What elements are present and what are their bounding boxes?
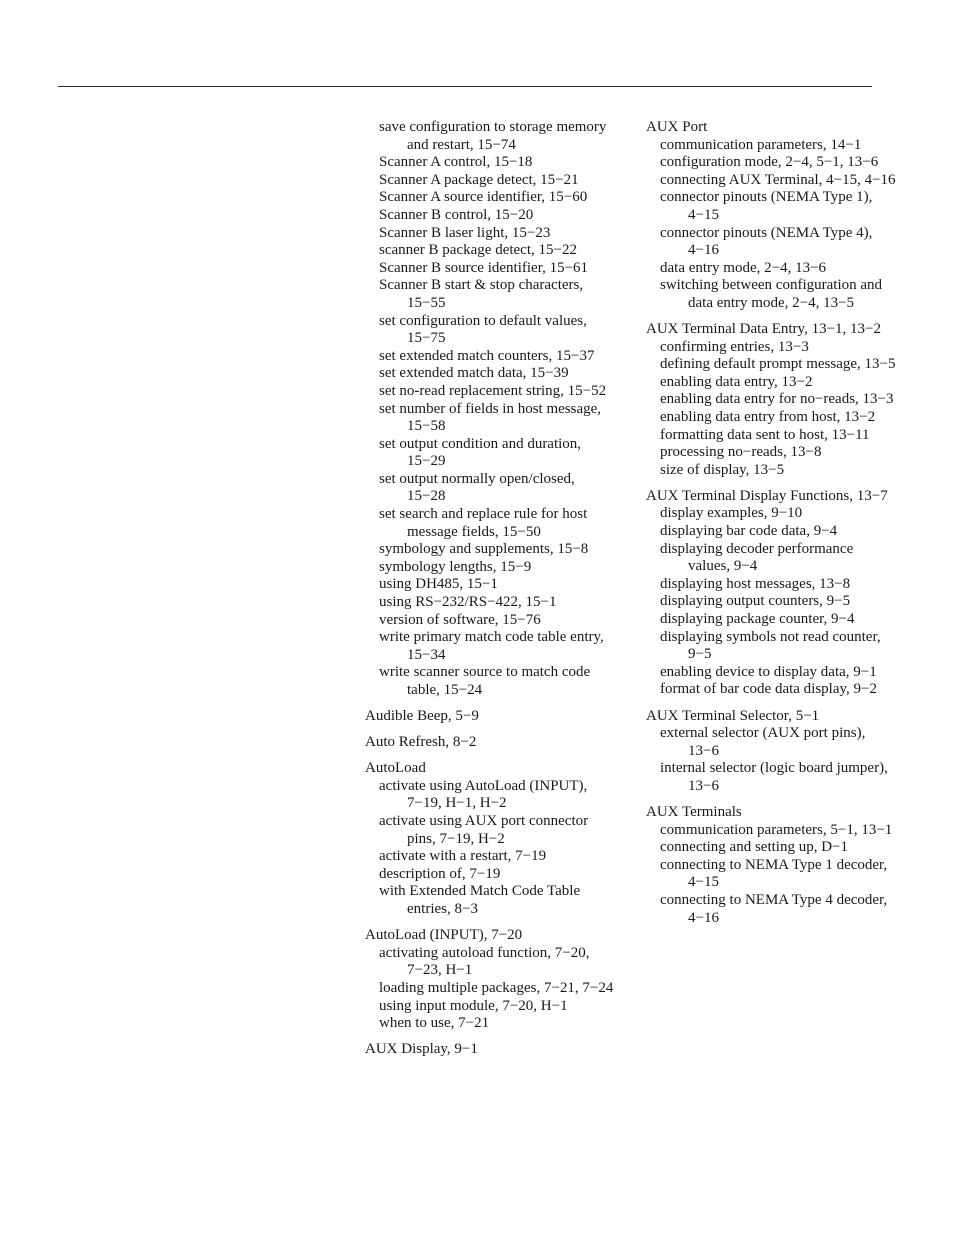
index-entry (646, 708, 898, 796)
index-subentry: displaying decoder performance values, 9−4 (660, 540, 854, 575)
index-main-term: AutoLoad (INPUT), 7−20 (365, 927, 523, 944)
index-subentry: set output normally open/closed, 15−28 (379, 470, 575, 505)
index-subentry: symbology and supplements, 15−8 (379, 541, 589, 558)
index-subentry: configuration mode, 2−4, 5−1, 13−6 (660, 154, 879, 171)
index-subentry: save configuration to storage memory and restart, 15−74 (379, 119, 607, 153)
index-subentry: set search and replace rule for host message fields, 15−50 (379, 506, 588, 540)
index-subentry: enabling data entry from host, 13−2 (660, 409, 876, 425)
index-subentry: Scanner A package detect, 15−21 (379, 171, 579, 188)
index-subentry: displaying output counters, 9−5 (660, 593, 851, 610)
index-entry (365, 1041, 615, 1059)
index-subentry: connecting and setting up, D−1 (660, 839, 849, 856)
index-subentry: version of software, 15−76 (379, 611, 541, 628)
index-entry (646, 488, 898, 699)
index-subentry: size of display, 13−5 (660, 461, 785, 478)
index-subentry: set extended match counters, 15−37 (379, 347, 595, 364)
index-subentry: external selector (AUX port pins), 13−6 (660, 725, 866, 759)
index-subentry: set output condition and duration, 15−29 (379, 435, 582, 470)
index-subentry: Scanner A source identifier, 15−60 (379, 189, 588, 206)
index-subentry: using DH485, 15−1 (379, 576, 498, 593)
index-subentry: formatting data sent to host, 13−11 (660, 426, 870, 443)
index-subentry: set extended match data, 15−39 (379, 365, 569, 382)
index-subentry: connector pinouts (NEMA Type 1), 4−15 (660, 189, 873, 223)
index-subentry: connecting to NEMA Type 4 decoder, 4−16 (660, 891, 888, 926)
index-main-term: AutoLoad (365, 760, 426, 777)
index-subentry: Scanner B source identifier, 15−61 (379, 259, 589, 276)
index-subentry: displaying symbols not read counter, 9−5 (660, 628, 881, 663)
index-subentry: set number of fields in host message, 15−58 (379, 400, 602, 435)
index-entry (365, 760, 615, 918)
index-subentry: display examples, 9−10 (660, 505, 803, 522)
index-subentry: Scanner B start & stop characters, 15−55 (379, 277, 584, 311)
index-subentry: loading multiple packages, 7−21, 7−24 (379, 979, 614, 996)
index-subentry: defining default prompt message, 13−5 (660, 356, 896, 373)
index-subentry: displaying host messages, 13−8 (660, 575, 851, 592)
index-main-term: AUX Terminal Display Functions, 13−7 (646, 487, 888, 504)
index-main-term: Auto Refresh, 8−2 (365, 734, 477, 751)
index-subentry: description of, 7−19 (379, 865, 501, 882)
index-main-term: AUX Port (646, 119, 708, 135)
index-subentry: enabling data entry, 13−2 (660, 373, 813, 390)
index-subentry: communication parameters, 5−1, 13−1 (660, 821, 893, 838)
index-subentry: communication parameters, 14−1 (660, 136, 862, 153)
index-main-term: AUX Terminal Selector, 5−1 (646, 707, 820, 724)
index-subentry: using input module, 7−20, H−1 (379, 997, 568, 1014)
index-subentry: connector pinouts (NEMA Type 4), 4−16 (660, 224, 873, 259)
index-subentry: enabling device to display data, 9−1 (660, 663, 877, 680)
index-subentry: displaying bar code data, 9−4 (660, 523, 838, 540)
index-subentry: write primary match code table entry, 15−34 (379, 629, 604, 663)
index-subentry: activate using AutoLoad (INPUT), 7−19, H−1, H−2 (379, 777, 588, 812)
index-subentry: processing no−reads, 13−8 (660, 444, 822, 461)
index-main-term: AUX Terminal Data Entry, 13−1, 13−2 (646, 321, 881, 338)
index-subentry: Scanner A control, 15−18 (379, 154, 533, 171)
index-entry (365, 927, 615, 1033)
index-column-left (365, 119, 615, 1067)
index-subentry: set no-read replacement string, 15−52 (379, 382, 607, 399)
index-subentry: set configuration to default values, 15−75 (379, 312, 587, 347)
index-entry (646, 804, 898, 927)
index-entry (365, 734, 615, 752)
index-subentry: internal selector (logic board jumper), 13−6 (660, 760, 888, 794)
index-entry (365, 119, 615, 700)
index-subentry: using RS−232/RS−422, 15−1 (379, 594, 557, 611)
index-subentry: connecting AUX Terminal, 4−15, 4−16 (660, 171, 896, 188)
index-column-right (646, 119, 898, 936)
index-entry (365, 708, 615, 726)
index-subentry: write scanner source to match code table, 15−24 (379, 664, 591, 698)
index-main-term: AUX Display, 9−1 (365, 1041, 478, 1058)
header-rule (58, 86, 872, 87)
index-subentry: confirming entries, 13−3 (660, 338, 809, 355)
index-subentry: scanner B package detect, 15−22 (379, 242, 577, 259)
index-subentry: activating autoload function, 7−20, 7−23, H−1 (379, 944, 590, 979)
index-subentry: activate using AUX port connector pins, 7−19, H−2 (379, 813, 589, 847)
index-entry (646, 119, 898, 313)
index-subentry: data entry mode, 2−4, 13−6 (660, 259, 827, 276)
index-subentry: Scanner B control, 15−20 (379, 206, 534, 223)
index-subentry: displaying package counter, 9−4 (660, 611, 855, 628)
index-subentry: enabling data entry for no−reads, 13−3 (660, 391, 894, 408)
index-subentry: connecting to NEMA Type 1 decoder, 4−15 (660, 856, 888, 891)
index-subentry: with Extended Match Code Table entries, 8−3 (379, 883, 581, 918)
index-main-term: Audible Beep, 5−9 (365, 708, 479, 725)
index-subentry: Scanner B laser light, 15−23 (379, 224, 551, 241)
index-subentry: activate with a restart, 7−19 (379, 848, 547, 865)
index-subentry: format of bar code data display, 9−2 (660, 681, 877, 698)
index-subentry: when to use, 7−21 (379, 1015, 490, 1032)
index-subentry: switching between configuration and data entry mode, 2−4, 13−5 (660, 277, 883, 311)
index-entry (646, 321, 898, 479)
index-main-term: AUX Terminals (646, 803, 742, 820)
index-subentry: symbology lengths, 15−9 (379, 558, 532, 575)
